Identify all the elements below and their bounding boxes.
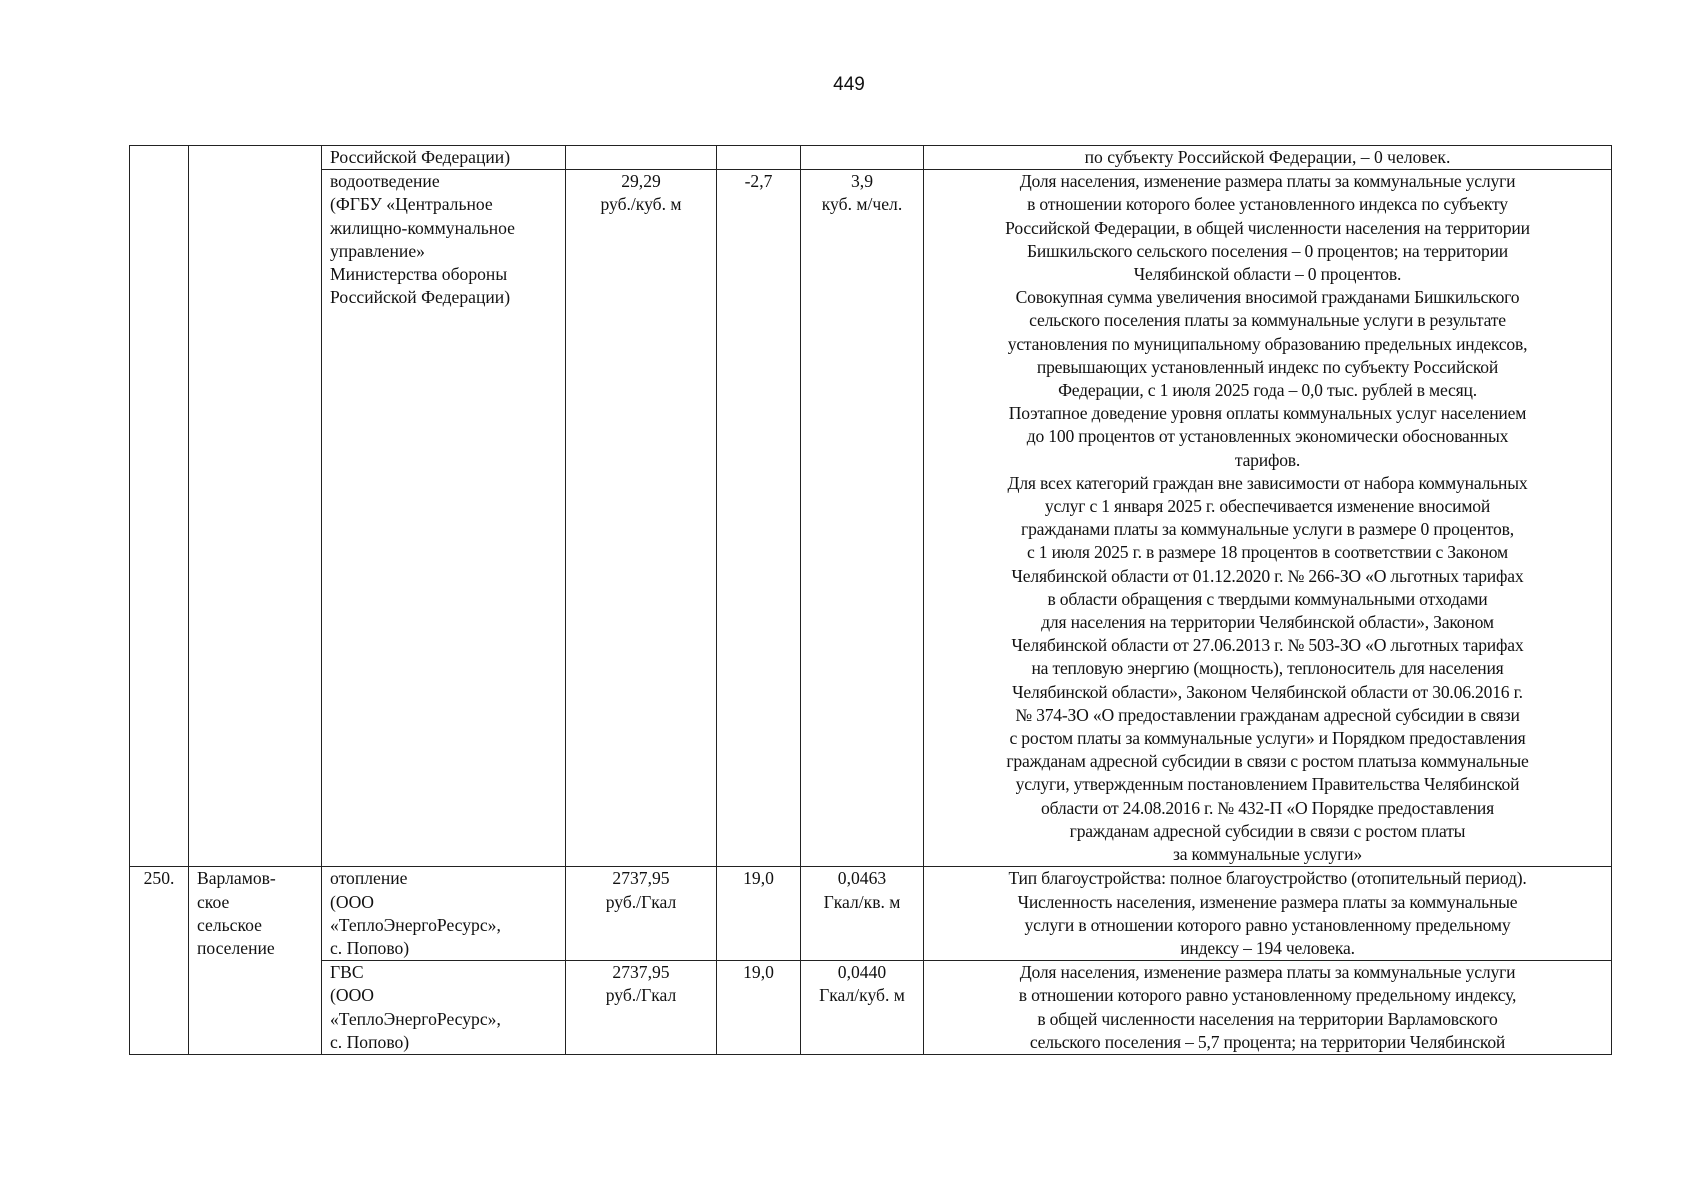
text-line: области от 24.08.2016 г. № 432-П «О Порядке предоставления: [1040, 797, 1495, 818]
text-line: Доля населения, изменение размера платы за коммунальные услуги: [1019, 171, 1516, 192]
text-line: превышающих установленный индекс по субъекту Российской: [1036, 356, 1499, 377]
table-row-continuation-2: [130, 170, 1612, 867]
text-line: Федерации, с 1 июля 2025 года – 0,0 тыс. рублей в месяц.: [1058, 380, 1477, 401]
text-line: индексу – 194 человека.: [1180, 937, 1355, 958]
text-line: 2737,95: [612, 962, 670, 983]
text-line: 2737,95: [612, 868, 670, 889]
text-line: водоотведение: [330, 171, 440, 192]
text-line: Челябинской области – 0 процентов.: [1133, 264, 1402, 285]
row-number-cell: 250.: [130, 867, 189, 1055]
text-line: с. Попово): [330, 1031, 410, 1052]
text-line: для населения на территории Челябинской области», Законом: [1041, 612, 1494, 633]
table-row-250-heating: [130, 867, 1612, 961]
index-cell: 19,0: [717, 961, 801, 1055]
text-line: услуги, утвержденным постановлением Правительства Челябинской: [1015, 774, 1520, 795]
text-line: ГВС: [330, 962, 364, 983]
text-line: управление»: [330, 240, 425, 261]
index-cell: -2,7: [717, 170, 801, 867]
text-line: Российской Федерации): [330, 287, 511, 308]
text-line: руб./Гкал: [605, 985, 677, 1006]
service-cell: [322, 867, 566, 961]
description-cell: [924, 146, 1612, 170]
settlement-name-cell: [189, 867, 322, 1055]
tariff-cell: [566, 867, 717, 961]
text-line: руб./Гкал: [605, 891, 677, 912]
text-line: Поэтапное доведение уровня оплаты коммунальных услуг населением: [1008, 403, 1527, 424]
text-line: Челябинской области от 01.12.2020 г. № 266-ЗО «О льготных тарифах: [1011, 565, 1524, 586]
tariff-cell-empty: [566, 146, 717, 170]
service-cell: [322, 961, 566, 1055]
text-line: в общей численности населения на территории Варламовского: [1037, 1008, 1498, 1029]
text-line: «ТеплоЭнергоРесурс»,: [330, 1008, 501, 1029]
text-line: за коммунальные услуги»: [1173, 844, 1362, 865]
text-line: 0,0440: [837, 962, 887, 983]
tariff-cell: [566, 961, 717, 1055]
tariff-cell: [566, 170, 717, 867]
text-line: поселение: [197, 937, 275, 958]
service-cell: [322, 170, 566, 867]
text-line: Численность населения, изменение размера платы за коммунальные: [1017, 891, 1518, 912]
text-line: отопление: [330, 868, 408, 889]
text-line: с. Попово): [330, 937, 410, 958]
text-line: Челябинской области», Законом Челябинской области от 30.06.2016 г.: [1012, 681, 1523, 702]
text-line: Российской Федерации): [330, 147, 511, 167]
text-line: Доля населения, изменение размера платы за коммунальные услуги: [1019, 962, 1516, 983]
text-line: сельского поселения – 5,7 процента; на территории Челябинской: [1029, 1031, 1506, 1052]
description-cell: [924, 170, 1612, 867]
service-cell: [322, 146, 566, 170]
text-line: Гкал/кв. м: [823, 891, 901, 912]
text-line: Для всех категорий граждан вне зависимости от набора коммунальных: [1007, 472, 1528, 493]
text-line: сельское: [197, 914, 262, 935]
text-line: услуги в отношении которого равно установленному предельному: [1024, 914, 1511, 935]
text-line: услуг с 1 января 2025 г. обеспечивается изменение вносимой: [1044, 496, 1491, 517]
text-line: ское: [197, 891, 230, 912]
text-line: по субъекту Российской Федерации, – 0 человек.: [1084, 147, 1451, 167]
text-line: 3,9: [851, 171, 873, 192]
text-line: в отношении которого равно установленному предельному индексу,: [1018, 985, 1517, 1006]
text-line: Тип благоустройства: полное благоустройство (отопительный период).: [1008, 868, 1527, 889]
text-line: гражданам адресной субсидии в связи с ростом платы: [1069, 820, 1466, 841]
text-line: установления по муниципальному образованию предельных индексов,: [1007, 333, 1528, 354]
text-line: с 1 июля 2025 г. в размере 18 процентов в соответствии с Законом: [1027, 542, 1508, 563]
volume-cell: [801, 867, 924, 961]
text-line: сельского поселения платы за коммунальные услуги в результате: [1029, 310, 1506, 331]
text-line: Варламов-: [197, 868, 276, 889]
text-line: (ООО: [330, 985, 374, 1006]
text-line: тарифов.: [1234, 449, 1301, 470]
table-row-250-hot-water: [130, 961, 1612, 1055]
text-line: «ТеплоЭнергоРесурс»,: [330, 914, 501, 935]
text-line: с ростом платы за коммунальные услуги» и Порядком предоставления: [1009, 728, 1526, 749]
text-line: в области обращения с твердыми коммунальными отходами: [1047, 588, 1488, 609]
text-line: (ФГБУ «Центральное: [330, 194, 493, 215]
text-line: № 374-ЗО «О предоставлении гражданам адресной субсидии в связи: [1015, 704, 1520, 725]
table-row-continuation-1: [130, 146, 1612, 170]
volume-cell: [801, 170, 924, 867]
text-line: 0,0463: [837, 868, 887, 889]
text-line: Гкал/куб. м: [819, 985, 905, 1006]
number-cell-empty: [130, 146, 189, 867]
text-line: жилищно-коммунальное: [330, 217, 515, 238]
text-line: до 100 процентов от установленных экономически обоснованных: [1026, 426, 1509, 447]
text-line: 29,29: [621, 171, 661, 192]
text-line: Бишкильского сельского поселения – 0 процентов; на территории: [1026, 240, 1509, 261]
index-cell: 19,0: [717, 867, 801, 961]
volume-cell-empty: [801, 146, 924, 170]
text-line: гражданами платы за коммунальные услуги в размере 0 процентов,: [1021, 519, 1514, 540]
text-line: гражданам адресной субсидии в связи с ростом платыза коммунальные: [1006, 751, 1529, 772]
text-line: Российской Федерации, в общей численности населения на территории: [1005, 217, 1530, 238]
text-line: в отношении которого более установленного индекса по субъекту: [1027, 194, 1508, 215]
description-cell: [924, 961, 1612, 1055]
text-line: (ООО: [330, 891, 374, 912]
page-number: 449: [833, 74, 865, 95]
text-line: на тепловую энергию (мощность), теплоноситель для населения: [1031, 658, 1504, 679]
index-cell-empty: [717, 146, 801, 170]
text-line: Челябинской области от 27.06.2013 г. № 503-ЗО «О льготных тарифах: [1011, 635, 1524, 656]
text-line: Совокупная сумма увеличения вносимой гражданами Бишкильского: [1015, 287, 1520, 308]
name-cell-empty: [189, 146, 322, 867]
volume-cell: [801, 961, 924, 1055]
tariff-table: [129, 145, 1612, 1055]
text-line: куб. м/чел.: [821, 194, 903, 215]
description-cell: [924, 867, 1612, 961]
text-line: руб./куб. м: [600, 194, 682, 215]
text-line: Министерства обороны: [330, 264, 508, 285]
